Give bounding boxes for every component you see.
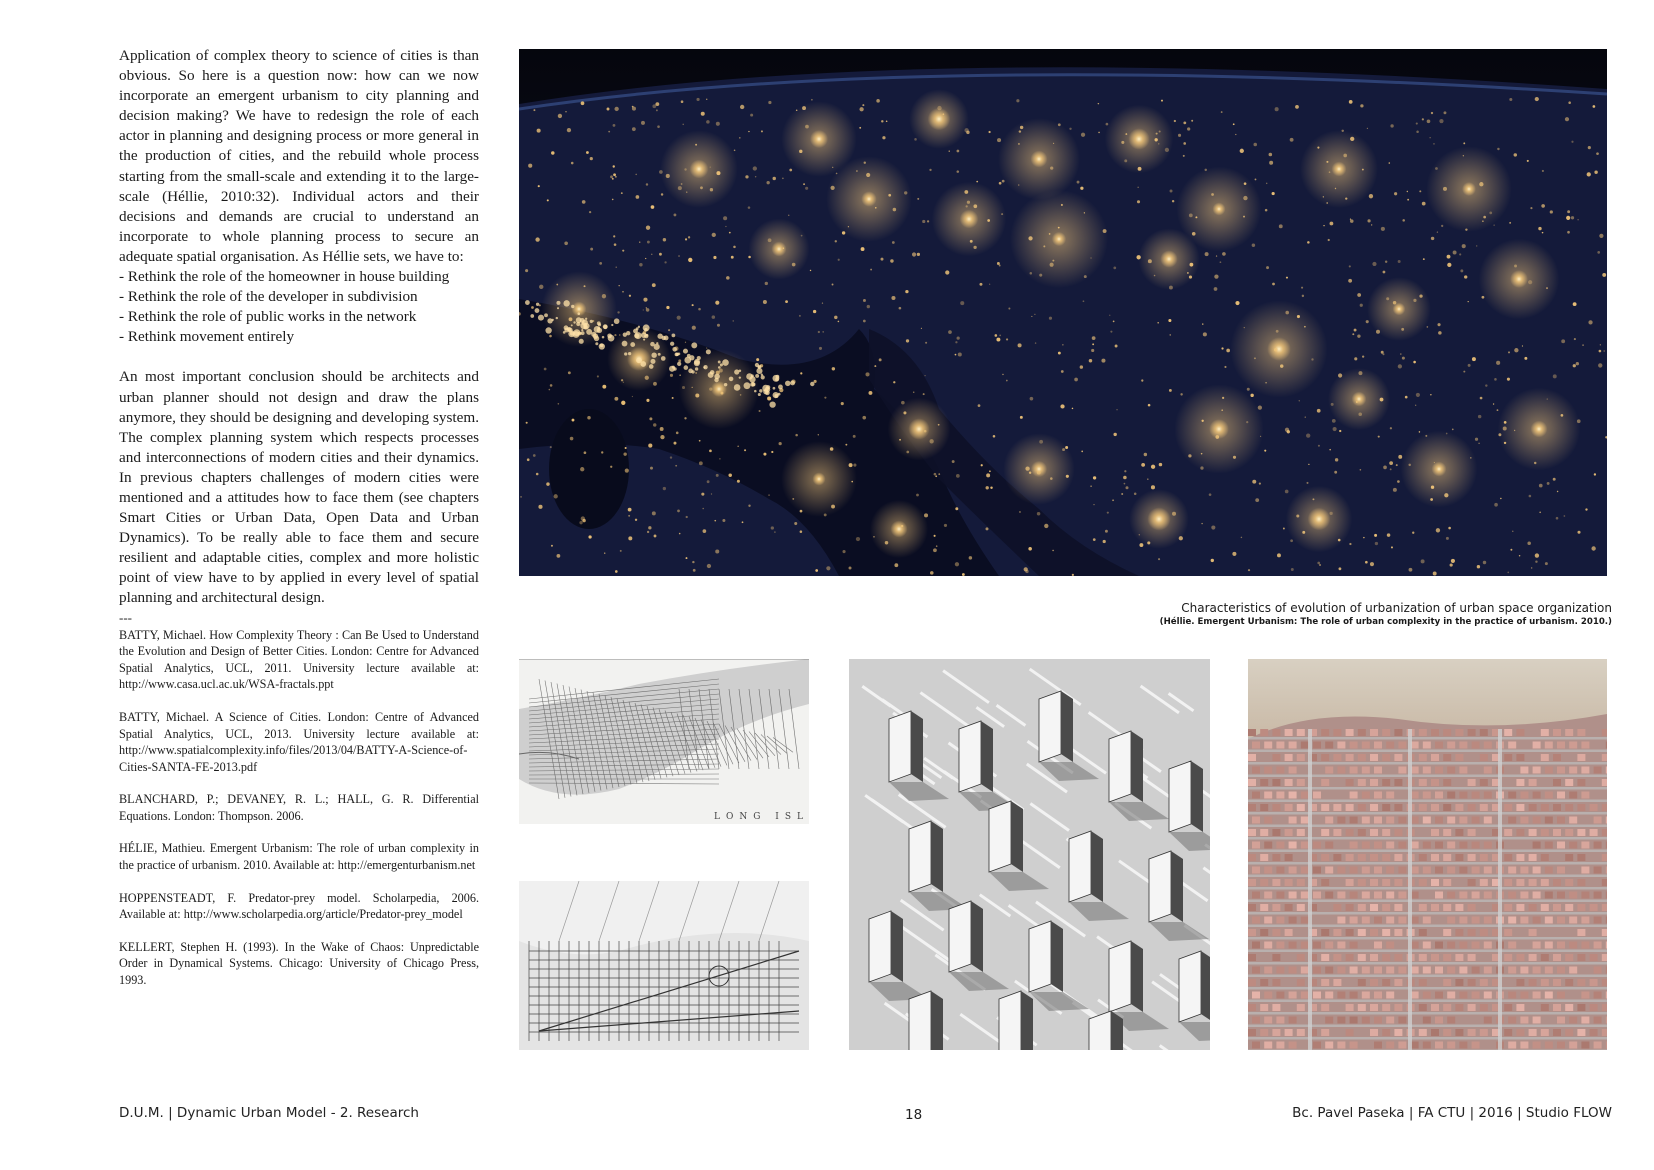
reference-item: HÉLIE, Mathieu. Emergent Urbanism: The role of urban complexity in the practice of urbanism. 2010. Available at: http://emergenturbanism.net	[119, 841, 479, 873]
historic-map-manhattan	[519, 659, 809, 824]
earth-night-photo	[519, 49, 1607, 576]
reference-list	[119, 627, 479, 989]
historic-map-plan	[519, 881, 809, 1050]
paragraph-1: Application of complex theory to science of cities is than obvious. So here is a question now: how can we now incorporate an emergent urbanism to city planning and decision making? We have to redesign the role of each actor in planning and designing process or more general in the production of cities, and the rebuild whole process starting from the small-scale and extending it to the large-scale (Héllie, 2010:32). Individual actors and their decisions and demands are crucial to understand an incorporate to whole planning process to secure an adequate spatial organisation. As Héllie sets, we have to:	[119, 47, 479, 265]
footer-author: Bc. Pavel Paseka | FA CTU | 2016 | Studio FLOW	[1292, 1105, 1612, 1121]
modernist-towers-drawing	[849, 659, 1210, 1050]
reference-item: HOPPENSTEADT, F. Predator-prey model. Scholarpedia, 2006. Available at: http://www.scholarpedia.org/article/Predator-prey_model	[119, 890, 479, 922]
reference-item: BATTY, Michael. A Science of Cities. London: Centre of Advanced Spatial Analytics, UCL, 2013. University lecture available at: http://www.spatialcomplexity.info/files/2013/04/BATTY-A-Science-of-Cities-SANTA-FE-2013.pdf	[119, 709, 479, 774]
reference-item: KELLERT, Stephen H. (1993). In the Wake of Chaos: Unpredictable Order in Dynamical Systems. Chicago: University of Chicago Press, 1993.	[119, 939, 479, 988]
page-footer	[119, 1105, 1612, 1125]
bullet-1: - Rethink the role of the homeowner in house building	[119, 268, 450, 286]
caption-source: (Héllie. Emergent Urbanism: The role of urban complexity in the practice of urbanism. 2010.)	[1159, 617, 1612, 627]
map-label: LONG ISL	[714, 812, 809, 822]
left-column	[119, 46, 479, 1005]
body-text	[119, 46, 479, 609]
bullet-4: - Rethink movement entirely	[119, 328, 295, 346]
reference-item: BLANCHARD, P.; DEVANEY, R. L.; HALL, G. R. Differential Equations. London: Thompson. 2006.	[119, 792, 479, 823]
reference-item: BATTY, Michael. How Complexity Theory : Can Be Used to Understand the Evolution and Design of Better Cities. London: Centre for Advanced Spatial Analytics, UCL, 2011. University lecture available at: http://www.casa.ucl.ac.uk/WSA-fractals.ppt	[119, 627, 479, 692]
bullet-2: - Rethink the role of the developer in subdivision	[119, 288, 418, 306]
caption-title: Characteristics of evolution of urbanization of urban space organization	[1181, 601, 1612, 615]
separator: ---	[119, 609, 132, 625]
page-number: 18	[905, 1107, 923, 1123]
paragraph-2: An most important conclusion should be architects and urban planner should not design and draw the plans anymore, they should be designing and developing system. The complex planning system which respects processes and interconnections of modern cities and their dynamics. In previous chapters challenges of modern cities were mentioned and a attitudes how to face them (see chapters Smart Cities or Urban Data, Open Data and Urban Dynamics). To be really able to face them and secure resilient and adaptable cities, complex and more holistic point of view have to by applied in every level of spatial planning and architectural design.	[119, 368, 479, 607]
bullet-3: - Rethink the role of public works in the network	[119, 308, 417, 326]
suburb-aerial-photo	[1248, 659, 1607, 1050]
image-caption	[1160, 600, 1612, 628]
footer-title: D.U.M. | Dynamic Urban Model - 2. Research	[119, 1105, 419, 1121]
